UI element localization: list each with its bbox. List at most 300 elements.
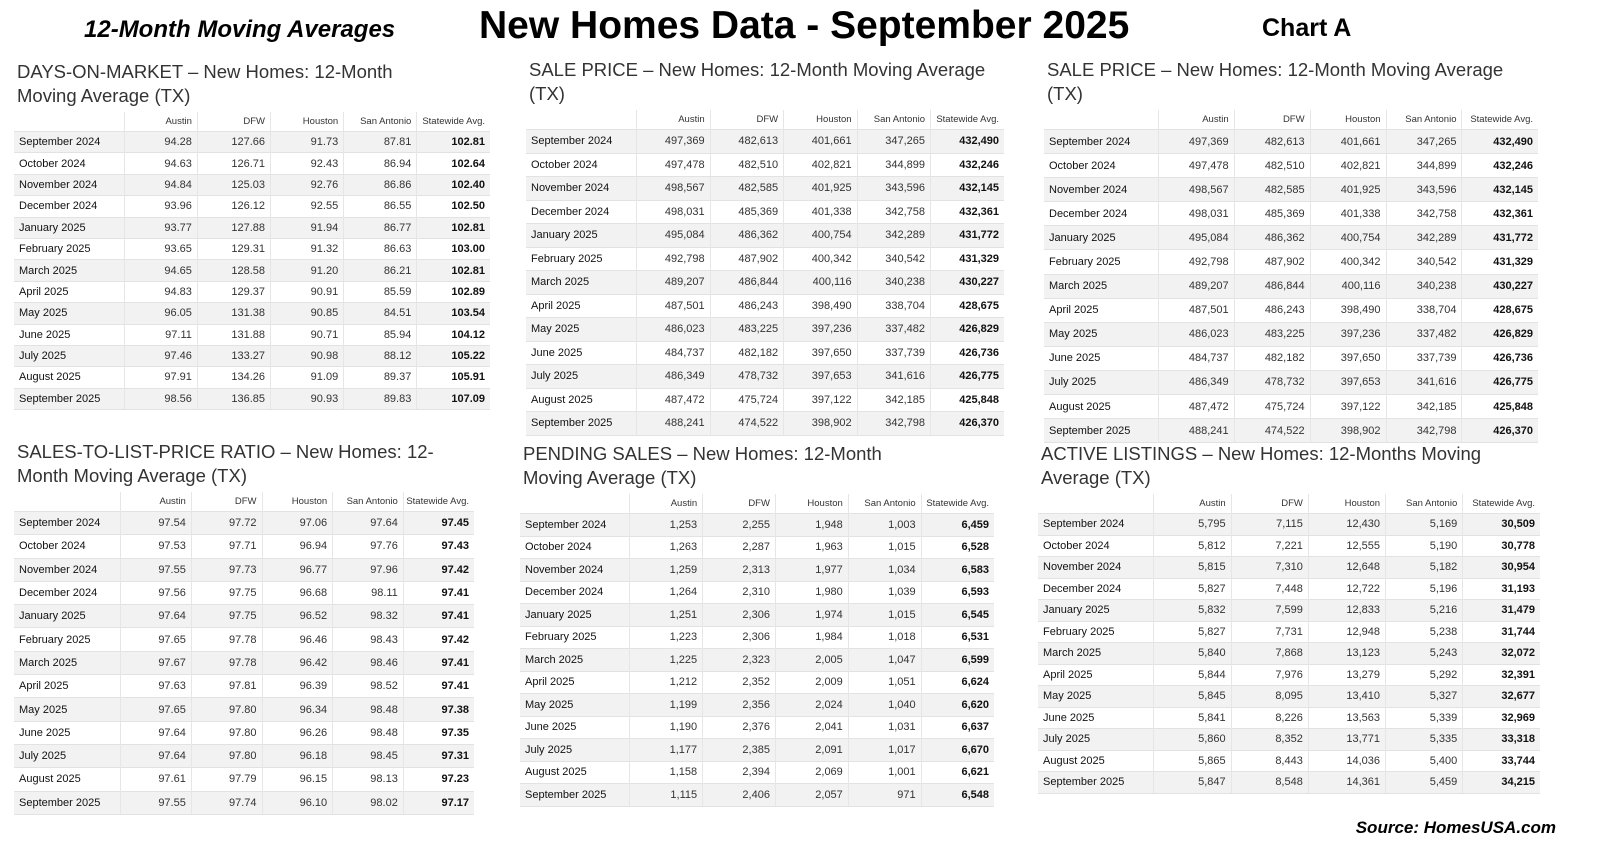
table-cell: 6,620 — [921, 694, 994, 717]
table-cell: 431,329 — [1462, 250, 1538, 274]
table-cell: 432,246 — [931, 153, 1004, 177]
table-cell: 428,675 — [931, 294, 1004, 318]
table-row — [1044, 274, 1538, 298]
table-cell: 483,225 — [710, 318, 783, 342]
table-row — [14, 196, 490, 217]
table-row — [1038, 514, 1540, 536]
table-cell: 7,731 — [1231, 621, 1308, 643]
table-row — [520, 604, 994, 627]
table-cell: 486,362 — [1234, 226, 1310, 250]
table-cell: 2,057 — [775, 784, 848, 807]
table-cell: 129.37 — [197, 281, 270, 302]
table-cell: 96.77 — [262, 558, 333, 581]
table-cell: 401,661 — [784, 130, 857, 154]
row-month-label: September 2025 — [526, 412, 637, 436]
row-month-label: January 2025 — [526, 224, 637, 248]
table-cell: 13,771 — [1308, 729, 1385, 751]
table-cell: 128.58 — [197, 260, 270, 281]
row-month-label: August 2025 — [526, 388, 637, 412]
table-row — [14, 581, 474, 604]
table-cell: 97.42 — [403, 558, 474, 581]
chart-label: Chart A — [1262, 14, 1352, 42]
panel-title — [1047, 58, 1541, 106]
table-cell: 342,758 — [857, 200, 930, 224]
table-cell: 487,472 — [637, 388, 710, 412]
table-cell: 97.41 — [403, 605, 474, 628]
table-cell: 97.64 — [121, 721, 192, 744]
table-cell: 12,948 — [1308, 621, 1385, 643]
table-cell: 107.09 — [417, 388, 490, 409]
row-month-label: August 2025 — [14, 768, 121, 791]
table-cell: 31,744 — [1463, 621, 1540, 643]
table-cell: 2,009 — [775, 671, 848, 694]
table-cell: 98.45 — [333, 744, 404, 767]
header-blank — [520, 494, 630, 514]
table-cell: 398,902 — [784, 412, 857, 436]
table-row — [520, 739, 994, 762]
table-cell: 426,370 — [931, 412, 1004, 436]
table-cell: 97.73 — [191, 558, 262, 581]
row-month-label: July 2025 — [526, 365, 637, 389]
panel-title — [17, 60, 447, 108]
table-cell: 2,306 — [703, 604, 776, 627]
data-table — [526, 110, 1004, 436]
table-row — [526, 247, 1004, 271]
table-row — [526, 365, 1004, 389]
table-row — [526, 153, 1004, 177]
table-row — [14, 535, 474, 558]
table-cell: 486,243 — [710, 294, 783, 318]
table-cell: 1,047 — [848, 649, 921, 672]
table-cell: 97.72 — [191, 512, 262, 535]
table-row — [14, 153, 490, 174]
row-month-label: February 2025 — [1038, 621, 1154, 643]
table-cell: 432,490 — [1462, 130, 1538, 154]
table-cell: 337,739 — [1386, 346, 1462, 370]
table-cell: 97.43 — [403, 535, 474, 558]
table-row — [520, 784, 994, 807]
table-cell: 97.79 — [191, 768, 262, 791]
table-cell: 425,848 — [1462, 395, 1538, 419]
table-cell: 93.96 — [124, 196, 197, 217]
table-cell: 134.26 — [197, 367, 270, 388]
table-row — [1044, 298, 1538, 322]
table-row — [520, 626, 994, 649]
table-cell: 1,977 — [775, 559, 848, 582]
table-cell: 2,356 — [703, 694, 776, 717]
row-month-label: July 2025 — [14, 345, 124, 366]
table-row — [14, 388, 490, 409]
table-cell: 5,196 — [1386, 578, 1463, 600]
table-row — [1038, 621, 1540, 643]
row-month-label: July 2025 — [1044, 370, 1158, 394]
table-cell: 425,848 — [931, 388, 1004, 412]
row-month-label: January 2025 — [14, 217, 124, 238]
table-cell: 492,798 — [637, 247, 710, 271]
table-cell: 497,478 — [637, 153, 710, 177]
table-cell: 12,722 — [1308, 578, 1385, 600]
table-cell: 97.75 — [191, 581, 262, 604]
table-cell: 426,829 — [1462, 322, 1538, 346]
row-month-label: August 2025 — [520, 761, 630, 784]
table-cell: 93.77 — [124, 217, 197, 238]
table-row — [14, 281, 490, 302]
table-cell: 98.32 — [333, 605, 404, 628]
table-cell: 5,335 — [1386, 729, 1463, 751]
panel-sale-price-1 — [526, 58, 1004, 436]
table-cell: 97.17 — [403, 791, 474, 814]
table-cell: 487,902 — [1234, 250, 1310, 274]
table-row — [14, 744, 474, 767]
table-cell: 2,069 — [775, 761, 848, 784]
table-cell: 1,263 — [630, 536, 703, 559]
column-header: DFW — [1231, 494, 1308, 514]
row-month-label: November 2024 — [1044, 178, 1158, 202]
table-cell: 13,123 — [1308, 643, 1385, 665]
table-row — [1044, 370, 1538, 394]
table-cell: 432,361 — [1462, 202, 1538, 226]
table-row — [520, 559, 994, 582]
table-cell: 401,338 — [784, 200, 857, 224]
table-cell: 97.46 — [124, 345, 197, 366]
row-month-label: March 2025 — [526, 271, 637, 295]
table-cell: 5,339 — [1386, 707, 1463, 729]
table-cell: 432,361 — [931, 200, 1004, 224]
table-row — [526, 177, 1004, 201]
row-month-label: April 2025 — [1044, 298, 1158, 322]
row-month-label: June 2025 — [14, 721, 121, 744]
table-cell: 7,868 — [1231, 643, 1308, 665]
row-month-label: November 2024 — [14, 174, 124, 195]
table-cell: 96.34 — [262, 698, 333, 721]
table-cell: 1,017 — [848, 739, 921, 762]
table-row — [14, 367, 490, 388]
table-cell: 32,072 — [1463, 643, 1540, 665]
table-cell: 485,369 — [1234, 202, 1310, 226]
table-cell: 5,292 — [1386, 664, 1463, 686]
table-cell: 397,122 — [1310, 395, 1386, 419]
table-cell: 428,675 — [1462, 298, 1538, 322]
table-cell: 495,084 — [637, 224, 710, 248]
table-cell: 97.74 — [191, 791, 262, 814]
table-cell: 5,327 — [1386, 686, 1463, 708]
table-cell: 97.80 — [191, 744, 262, 767]
table-row — [14, 605, 474, 628]
header-blank — [526, 110, 637, 130]
table-cell: 1,034 — [848, 559, 921, 582]
table-cell: 31,479 — [1463, 600, 1540, 622]
table-cell: 402,821 — [1310, 154, 1386, 178]
table-cell: 1,223 — [630, 626, 703, 649]
row-month-label: February 2025 — [1044, 250, 1158, 274]
row-month-label: November 2024 — [526, 177, 637, 201]
column-header: Statewide Avg. — [1463, 494, 1540, 514]
table-cell: 1,031 — [848, 716, 921, 739]
column-header: San Antonio — [1386, 494, 1463, 514]
table-cell: 397,650 — [1310, 346, 1386, 370]
table-cell: 432,246 — [1462, 154, 1538, 178]
table-cell: 487,501 — [637, 294, 710, 318]
row-month-label: July 2025 — [1038, 729, 1154, 751]
table-cell: 400,754 — [1310, 226, 1386, 250]
panel-title-main: SALE PRICE – New Homes: — [1047, 59, 1283, 80]
row-month-label: September 2025 — [14, 791, 121, 814]
table-cell: 1,225 — [630, 649, 703, 672]
table-cell: 397,650 — [784, 341, 857, 365]
row-month-label: September 2024 — [520, 514, 630, 537]
panel-title-rest: 12-Month Moving Average (TX) — [17, 61, 393, 106]
table-cell: 5,827 — [1154, 578, 1231, 600]
table-cell: 340,238 — [1386, 274, 1462, 298]
table-cell: 93.65 — [124, 238, 197, 259]
table-cell: 401,338 — [1310, 202, 1386, 226]
table-cell: 1,115 — [630, 784, 703, 807]
table-cell: 86.21 — [344, 260, 417, 281]
table-cell: 340,542 — [1386, 250, 1462, 274]
table-cell: 482,510 — [1234, 154, 1310, 178]
table-cell: 103.00 — [417, 238, 490, 259]
table-row — [520, 581, 994, 604]
table-cell: 96.26 — [262, 721, 333, 744]
column-header: San Antonio — [333, 492, 404, 512]
panel-title — [529, 58, 1009, 106]
table-cell: 487,501 — [1158, 298, 1234, 322]
table-cell: 343,596 — [1386, 178, 1462, 202]
table-row — [1044, 250, 1538, 274]
table-cell: 97.78 — [191, 651, 262, 674]
table-cell: 2,306 — [703, 626, 776, 649]
table-cell: 478,732 — [1234, 370, 1310, 394]
row-month-label: January 2025 — [1038, 600, 1154, 622]
table-cell: 2,406 — [703, 784, 776, 807]
table-row — [1044, 178, 1538, 202]
table-cell: 97.53 — [121, 535, 192, 558]
table-cell: 1,003 — [848, 514, 921, 537]
table-cell: 133.27 — [197, 345, 270, 366]
row-month-label: April 2025 — [14, 675, 121, 698]
table-cell: 97.56 — [121, 581, 192, 604]
table-cell: 344,899 — [857, 153, 930, 177]
table-cell: 475,724 — [1234, 395, 1310, 419]
table-cell: 5,812 — [1154, 535, 1231, 557]
column-header: Statewide Avg. — [921, 494, 994, 514]
table-cell: 34,215 — [1463, 772, 1540, 794]
table-cell: 485,369 — [710, 200, 783, 224]
table-cell: 96.15 — [262, 768, 333, 791]
table-cell: 6,593 — [921, 581, 994, 604]
table-cell: 343,596 — [857, 177, 930, 201]
table-row — [14, 324, 490, 345]
table-row — [14, 132, 490, 153]
table-cell: 344,899 — [1386, 154, 1462, 178]
row-month-label: February 2025 — [520, 626, 630, 649]
column-header: Houston — [271, 112, 344, 132]
table-cell: 13,410 — [1308, 686, 1385, 708]
table-cell: 2,005 — [775, 649, 848, 672]
table-row — [1044, 202, 1538, 226]
panel-title-rest: 12-Month Moving Average (TX) — [523, 443, 882, 488]
table-cell: 105.91 — [417, 367, 490, 388]
table-cell: 400,754 — [784, 224, 857, 248]
table-cell: 398,902 — [1310, 419, 1386, 443]
table-cell: 484,737 — [637, 341, 710, 365]
table-cell: 1,001 — [848, 761, 921, 784]
table-cell: 90.71 — [271, 324, 344, 345]
table-cell: 90.98 — [271, 345, 344, 366]
table-cell: 482,510 — [710, 153, 783, 177]
row-month-label: April 2025 — [1038, 664, 1154, 686]
table-row — [1044, 154, 1538, 178]
panel-sale-price-2 — [1044, 58, 1538, 443]
table-cell: 97.35 — [403, 721, 474, 744]
table-cell: 97.23 — [403, 768, 474, 791]
table-cell: 32,677 — [1463, 686, 1540, 708]
table-cell: 8,352 — [1231, 729, 1308, 751]
row-month-label: July 2025 — [520, 739, 630, 762]
table-cell: 1,039 — [848, 581, 921, 604]
table-cell: 96.46 — [262, 628, 333, 651]
table-cell: 98.48 — [333, 698, 404, 721]
table-cell: 498,031 — [637, 200, 710, 224]
table-row — [1038, 643, 1540, 665]
table-cell: 8,548 — [1231, 772, 1308, 794]
table-cell: 97.91 — [124, 367, 197, 388]
table-cell: 1,264 — [630, 581, 703, 604]
table-cell: 1,984 — [775, 626, 848, 649]
header-blank — [14, 492, 121, 512]
table-cell: 475,724 — [710, 388, 783, 412]
panel-title-rest: 12-Month Moving Average (TX) — [1047, 59, 1504, 104]
table-cell: 90.91 — [271, 281, 344, 302]
table-cell: 131.38 — [197, 303, 270, 324]
table-row — [520, 671, 994, 694]
table-cell: 97.64 — [333, 512, 404, 535]
table-cell: 483,225 — [1234, 322, 1310, 346]
table-cell: 401,661 — [1310, 130, 1386, 154]
table-cell: 426,370 — [1462, 419, 1538, 443]
row-month-label: October 2024 — [14, 535, 121, 558]
column-header: San Antonio — [857, 110, 930, 130]
panel-sales-to-list-ratio — [14, 440, 474, 815]
table-cell: 342,289 — [1386, 226, 1462, 250]
table-cell: 2,310 — [703, 581, 776, 604]
table-cell: 486,243 — [1234, 298, 1310, 322]
table-cell: 498,567 — [1158, 178, 1234, 202]
column-header: Houston — [262, 492, 333, 512]
table-cell: 97.75 — [191, 605, 262, 628]
table-cell: 94.28 — [124, 132, 197, 153]
table-cell: 5,815 — [1154, 557, 1231, 579]
table-cell: 102.81 — [417, 260, 490, 281]
table-cell: 426,736 — [1462, 346, 1538, 370]
table-row — [520, 649, 994, 672]
table-row — [526, 271, 1004, 295]
table-cell: 97.54 — [121, 512, 192, 535]
row-month-label: October 2024 — [520, 536, 630, 559]
table-cell: 97.41 — [403, 651, 474, 674]
table-cell: 430,227 — [931, 271, 1004, 295]
table-cell: 12,648 — [1308, 557, 1385, 579]
panel-active-listings — [1038, 442, 1540, 794]
table-row — [526, 412, 1004, 436]
column-header: DFW — [703, 494, 776, 514]
table-cell: 426,736 — [931, 341, 1004, 365]
table-cell: 85.94 — [344, 324, 417, 345]
table-cell: 31,193 — [1463, 578, 1540, 600]
table-cell: 397,653 — [1310, 370, 1386, 394]
table-cell: 97.64 — [121, 744, 192, 767]
table-cell: 92.43 — [271, 153, 344, 174]
table-cell: 478,732 — [710, 365, 783, 389]
table-cell: 88.12 — [344, 345, 417, 366]
table-cell: 1,974 — [775, 604, 848, 627]
table-cell: 6,583 — [921, 559, 994, 582]
table-cell: 338,704 — [1386, 298, 1462, 322]
table-row — [1044, 130, 1538, 154]
table-cell: 92.76 — [271, 174, 344, 195]
table-cell: 5,827 — [1154, 621, 1231, 643]
table-cell: 87.81 — [344, 132, 417, 153]
table-cell: 6,531 — [921, 626, 994, 649]
table-row — [1038, 600, 1540, 622]
table-cell: 86.63 — [344, 238, 417, 259]
table-cell: 98.11 — [333, 581, 404, 604]
table-cell: 125.03 — [197, 174, 270, 195]
panel-days-on-market — [14, 60, 490, 410]
table-cell: 1,212 — [630, 671, 703, 694]
table-cell: 6,548 — [921, 784, 994, 807]
table-cell: 97.71 — [191, 535, 262, 558]
table-row — [526, 224, 1004, 248]
row-month-label: September 2025 — [520, 784, 630, 807]
column-header: Houston — [1308, 494, 1385, 514]
row-month-label: September 2024 — [1044, 130, 1158, 154]
table-row — [520, 716, 994, 739]
table-cell: 8,095 — [1231, 686, 1308, 708]
data-table — [1044, 110, 1538, 443]
table-row — [14, 698, 474, 721]
row-month-label: January 2025 — [14, 605, 121, 628]
row-month-label: April 2025 — [526, 294, 637, 318]
table-row — [14, 512, 474, 535]
table-cell: 98.43 — [333, 628, 404, 651]
table-cell: 398,490 — [1310, 298, 1386, 322]
header-blank — [14, 112, 124, 132]
table-row — [526, 341, 1004, 365]
row-month-label: October 2024 — [526, 153, 637, 177]
table-cell: 96.05 — [124, 303, 197, 324]
panel-title-rest: Months Moving Average (TX) — [1041, 443, 1482, 488]
table-cell: 98.52 — [333, 675, 404, 698]
table-cell: 30,509 — [1463, 514, 1540, 536]
table-cell: 397,122 — [784, 388, 857, 412]
table-cell: 337,482 — [1386, 322, 1462, 346]
panel-title-rest: 12-Month Moving Average (TX) — [17, 441, 434, 486]
table-cell: 401,925 — [1310, 178, 1386, 202]
table-cell: 98.13 — [333, 768, 404, 791]
table-cell: 487,902 — [710, 247, 783, 271]
row-month-label: September 2025 — [1038, 772, 1154, 794]
table-cell: 102.89 — [417, 281, 490, 302]
table-cell: 1,963 — [775, 536, 848, 559]
row-month-label: October 2024 — [1038, 535, 1154, 557]
table-cell: 6,545 — [921, 604, 994, 627]
table-cell: 97.45 — [403, 512, 474, 535]
table-cell: 2,394 — [703, 761, 776, 784]
row-month-label: December 2024 — [14, 196, 124, 217]
table-cell: 342,758 — [1386, 202, 1462, 226]
table-cell: 7,310 — [1231, 557, 1308, 579]
